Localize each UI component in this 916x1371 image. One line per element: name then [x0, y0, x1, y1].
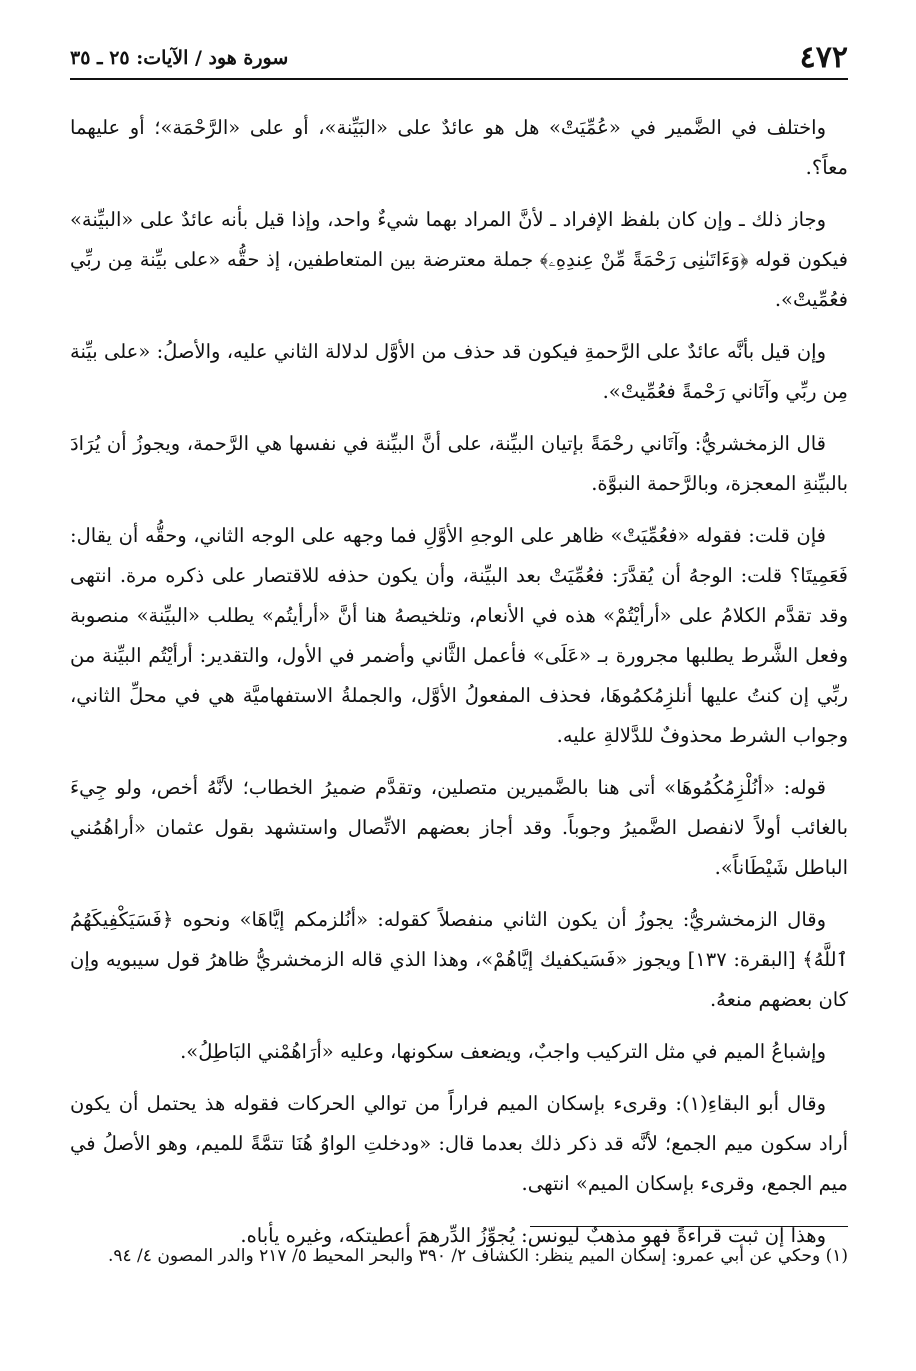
paragraph: قال الزمخشريُّ: وآتَاني رحْمَةً بإتيان البيِّنة، على أنَّ البيِّنة في نفسها هي الرَّحمة، ويجوزُ أن يُرَادَ بالبيِّنةِ المعجزة، وبالرَّحمة النبوَّة.	[70, 432, 848, 495]
paragraph: وإن قيل بأنَّه عائدٌ على الرَّحمةِ فيكون قد حذف من الأوَّل لدلالة الثاني عليه، والأصلُ: «على بيِّنة مِن ربِّي وآتَاني رَحْمةً فعُمِّيتْ».	[70, 340, 848, 403]
footnote-divider	[530, 1226, 848, 1227]
page-header	[70, 38, 848, 80]
paragraph: فإن قلت: فقوله «فعُمِّيَتْ» ظاهر على الوجهِ الأوَّلِ فما وجهه على الوجه الثاني، وحقُّه أن يقال: فَعَمِيتَا؟ قلت: الوجهُ أن يُقدَّرَ: فعُمِّيَتْ بعد البيِّنة، وأن يكون حذفه للاقتصار على ذكره مرة. انتهى وقد تقدَّم الكلامُ على «أرأيْتُمْ» هذه في الأنعام، وتلخيصهُ هنا أنَّ «أرأيتُم» يطلب «البيِّنة» منصوبة وفعل الشَّرط يطلبها مجرورة بـ «عَلَى» فأعمل الثَّاني وأضمر في الأول، والتقدير: أرأيْتُم البيِّنة من ربِّي إن كنتُ عليها أنلزِمُكمُوهَا، فحذف المفعولُ الأوَّل، والجملةُ الاستفهاميَّة هي في محلِّ الثاني، وجواب الشرط محذوفٌ للدَّلالةِ عليه.	[70, 524, 848, 747]
running-title: سورة هود / الآيات: ٢٥ ـ ٣٥	[70, 47, 289, 69]
paragraph: وقال أبو البقاءِ(١): وقرىء بإسكان الميم فراراً من توالي الحركات فقوله هذ يحتمل أن يكون أراد سكون ميم الجمع؛ لأنَّه قد ذكر ذلك بعدما قال: «ودخلتِ الواوُ هُنَا تتمَّةً للميم، وهو الأصلُ في ميم الجمع، وقرىء بإسكان الميم» انتهى.	[70, 1092, 848, 1195]
footnote: (١) وحكي عن أبي عمرو: إسكان الميم ينظر: الكشاف ٢/ ٣٩٠ والبحر المحيط ٥/ ٢١٧ والدر المصون ٤/ ٩٤.	[107, 1246, 848, 1266]
paragraph: وهذا إن ثبت قراءةً فهو مذهبٌ ليونس: يُجوِّزُ الدِّرهمَ أعطيتكه، وغيره يأباه.	[240, 1224, 826, 1247]
paragraph: وجاز ذلك ـ وإن كان بلفظ الإفراد ـ لأنَّ المراد بهما شيءٌ واحد، وإذا قيل بأنه عائدٌ على «البيِّنة» فيكون قوله ﴿وَءَاتَىٰنِى رَحْمَةً مِّنْ عِندِهِۦ﴾ جملة معترضة بين المتعاطفين، إذ حقُّه «على بيِّنة مِن ربِّي فعُمِّيتْ».	[70, 208, 848, 311]
paragraph: وإشباعُ الميم في مثل التركيب واجبٌ، ويضعف سكونها، وعليه «أرَاهُمْني البَاطِلُ».	[180, 1040, 826, 1063]
paragraph: وقال الزمخشريُّ: يجوزُ أن يكون الثاني منفصلاً كقوله: «أنُلزمكم إيَّاهَا» ونحوه ﴿فَسَيَكْفِيكَهُمُ ٱللَّهُ﴾ [البقرة: ١٣٧] ويجوز «فَسَيكفيك إيَّاهُمْ»، وهذا الذي قاله الزمخشريُّ ظاهرُ قول سيبويه وإن كان بعضهم منعهُ.	[70, 908, 848, 1011]
paragraph: قوله: «أنُلْزِمُكُمُوهَا» أتى هنا بالضَّميرين متصلين، وتقدَّم ضميرُ الخطاب؛ لأنَّهُ أخص، ولو جِيءَ بالغائب أولاً لانفصل الضَّميرُ وجوباً. وقد أجاز بعضهم الاتِّصال واستشهد بقول عثمان «أراهُمُني الباطل شَيْطَاناً».	[70, 776, 848, 879]
paragraph: واختلف في الضَّمير في «عُمِّيَتْ» هل هو عائدٌ على «البَيِّنة»، أو على «الرَّحْمَة»؛ أو عليهما معاً؟.	[70, 116, 848, 179]
page-number: ٤٧٢	[799, 40, 848, 75]
main-text	[70, 108, 848, 1256]
